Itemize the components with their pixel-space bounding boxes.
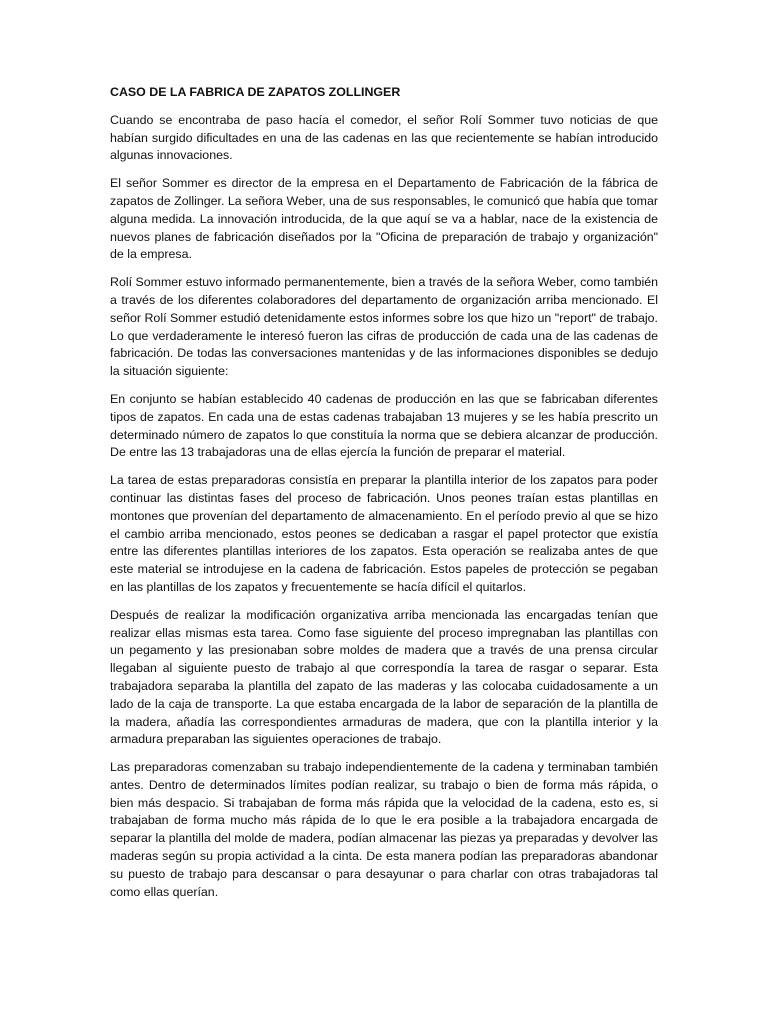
paragraph-6: Después de realizar la modificación organizativa arriba mencionada las encargadas tenían que realizar ellas mismas esta tarea. Como fase siguiente del proceso impregnaban las plantillas con un pegamento y las presionaban sobre moldes de madera que a través de una prensa circular llegaban al siguiente puesto de trabajo al que correspondía la tarea de rasgar o separar. Esta trabajadora separaba la plantilla del zapato de las maderas y las colocaba cuidadosamente a un lado de la caja de transporte. La que estaba encargada de la labor de separación de la plantilla de la madera, añadía las correspondientes armaduras de madera, que con la plantilla interior y la armadura preparaban las siguientes operaciones de trabajo.: [110, 607, 658, 747]
document-page: [110, 84, 658, 911]
paragraph-1: Cuando se encontraba de paso hacía el comedor, el señor Rolí Sommer tuvo noticias de que habían surgido dificultades en una de las cadenas en las que recientemente se habían introducido algunas innovaciones.: [110, 112, 658, 163]
paragraph-7: Las preparadoras comenzaban su trabajo independientemente de la cadena y terminaban también antes. Dentro de determinados límites podían realizar, su trabajo o bien de forma más rápida, o bien más despacio. Si trabajaban de forma más rápida que la velocidad de la cadena, esto es, si trabajaban de forma mucho más rápida de lo que le era posible a la trabajadora encargada de separar la plantilla del molde de madera, podían almacenar las piezas ya preparadas y devolver las maderas según su propia actividad a la cinta. De esta manera podían las preparadoras abandonar su puesto de trabajo para descansar o para desayunar o para charlar con otras trabajadoras tal como ellas querían.: [110, 760, 658, 899]
paragraph-3: Rolí Sommer estuvo informado permanentemente, bien a través de la señora Weber, como también a través de los diferentes colaboradores del departamento de organización arriba mencionado. El señor Rolí Sommer estudió detenidamente estos informes sobre los que hizo un "report" de trabajo. Lo que verdaderamente le interesó fueron las cifras de producción de cada una de las cadenas de fabricación. De todas las conversaciones mantenidas y de las informaciones disponibles se dedujo la situación siguiente:: [110, 275, 658, 379]
paragraph-2: El señor Sommer es director de la empresa en el Departamento de Fabricación de la fábrica de zapatos de Zollinger. La señora Weber, una de sus responsables, le comunicó que había que tomar alguna medida. La innovación introducida, de la que aquí se va a hablar, nace de la existencia de nuevos planes de fabricación diseñados por la "Oficina de preparación de trabajo y organización" de la empresa.: [110, 176, 658, 262]
document-title: CASO DE LA FABRICA DE ZAPATOS ZOLLINGER: [110, 85, 401, 99]
paragraph-4: En conjunto se habían establecido 40 cadenas de producción en las que se fabricaban diferentes tipos de zapatos. En cada una de estas cadenas trabajaban 13 mujeres y se les había prescrito un determinado número de zapatos lo que constituía la norma que se debiera alcanzar de producción. De entre las 13 trabajadoras una de ellas ejercía la función de preparar el material.: [110, 391, 658, 460]
paragraph-5: La tarea de estas preparadoras consistía en preparar la plantilla interior de los zapatos para poder continuar las distintas fases del proceso de fabricación. Unos peones traían estas plantillas en montones que provenían del departamento de almacenamiento. En el período previo al que se hizo el cambio arriba mencionado, estos peones se dedicaban a rasgar el papel protector que existía entre las diferentes plantillas interiores de los zapatos. Esta operación se realizaba antes de que este material se introdujese en la cadena de fabricación. Estos papeles de protección se pegaban en las plantillas de los zapatos y frecuentemente se hacía difícil el quitarlos.: [110, 473, 658, 594]
